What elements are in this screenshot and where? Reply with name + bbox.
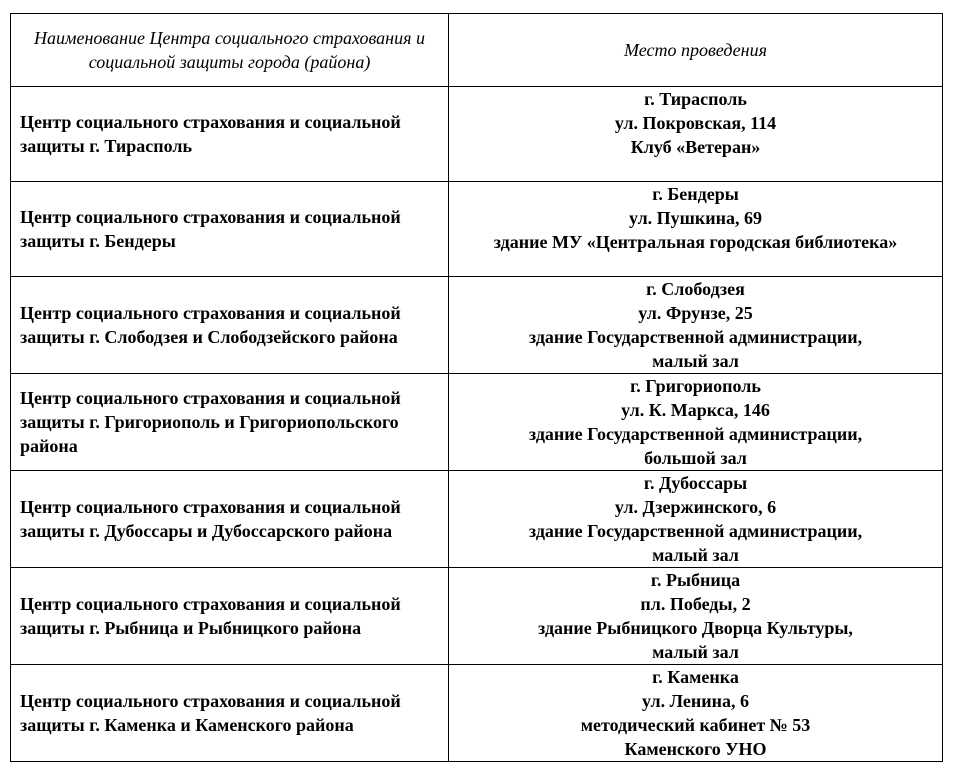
center-name-cell: Центр социального страхования и социальной защиты г. Тирасполь (11, 87, 449, 182)
place-room: малый зал (652, 351, 739, 371)
place-city: г. Рыбница (650, 570, 741, 590)
center-name-cell: Центр социального страхования и социальной защиты г. Рыбница и Рыбницкого района (11, 568, 449, 665)
place-building: здание Рыбницкого Дворца Культуры, (538, 618, 853, 638)
place-room: малый зал (652, 642, 739, 662)
place-street: ул. К. Маркса, 146 (621, 400, 770, 420)
table-row (11, 87, 943, 182)
place-city: г. Дубоссары (643, 473, 748, 493)
center-name-cell: Центр социального страхования и социальной защиты г. Григориополь и Григориопольского района (11, 374, 449, 471)
place-building: здание Государственной администрации, (528, 521, 863, 541)
place-street: пл. Победы, 2 (640, 594, 751, 614)
place-building: Клуб «Ветеран» (630, 137, 761, 157)
table-row (11, 374, 943, 471)
place-building: здание Государственной администрации, (528, 327, 863, 347)
place-cell (449, 665, 943, 762)
center-name-cell: Центр социального страхования и социальной защиты г. Каменка и Каменского района (11, 665, 449, 762)
centers-table (10, 13, 943, 762)
place-building: здание Государственной администрации, (528, 424, 863, 444)
table-row (11, 182, 943, 277)
center-name-cell: Центр социального страхования и социальной защиты г. Слободзея и Слободзейского района (11, 277, 449, 374)
place-department: Каменского УНО (624, 739, 767, 759)
place-room: большой зал (644, 448, 747, 468)
place-cell (449, 374, 943, 471)
place-street: ул. Ленина, 6 (641, 691, 750, 711)
place-street: ул. Пушкина, 69 (629, 208, 762, 228)
place-city: г. Слободзея (646, 279, 745, 299)
place-street: ул. Покровская, 114 (614, 113, 777, 133)
place-building: методический кабинет № 53 (580, 715, 811, 735)
table-row (11, 277, 943, 374)
place-city: г. Тирасполь (644, 89, 747, 109)
place-street: ул. Дзержинского, 6 (614, 497, 777, 517)
table-row (11, 471, 943, 568)
place-cell (449, 87, 943, 182)
header-center-name: Наименование Центра социального страхования и социальной защиты города (района) (11, 14, 449, 87)
center-name-cell: Центр социального страхования и социальной защиты г. Бендеры (11, 182, 449, 277)
place-room: малый зал (652, 545, 739, 565)
table-row (11, 665, 943, 762)
place-city: г. Григориополь (630, 376, 761, 396)
place-street: ул. Фрунзе, 25 (638, 303, 753, 323)
header-place: Место проведения (449, 14, 943, 87)
place-cell (449, 568, 943, 665)
table-header-row (11, 14, 943, 87)
place-cell (449, 471, 943, 568)
place-cell (449, 182, 943, 277)
center-name-cell: Центр социального страхования и социальной защиты г. Дубоссары и Дубоссарского района (11, 471, 449, 568)
place-city: г. Каменка (652, 667, 739, 687)
place-cell (449, 277, 943, 374)
place-city: г. Бендеры (652, 184, 739, 204)
table-row (11, 568, 943, 665)
place-building: здание МУ «Центральная городская библиотека» (493, 232, 898, 252)
